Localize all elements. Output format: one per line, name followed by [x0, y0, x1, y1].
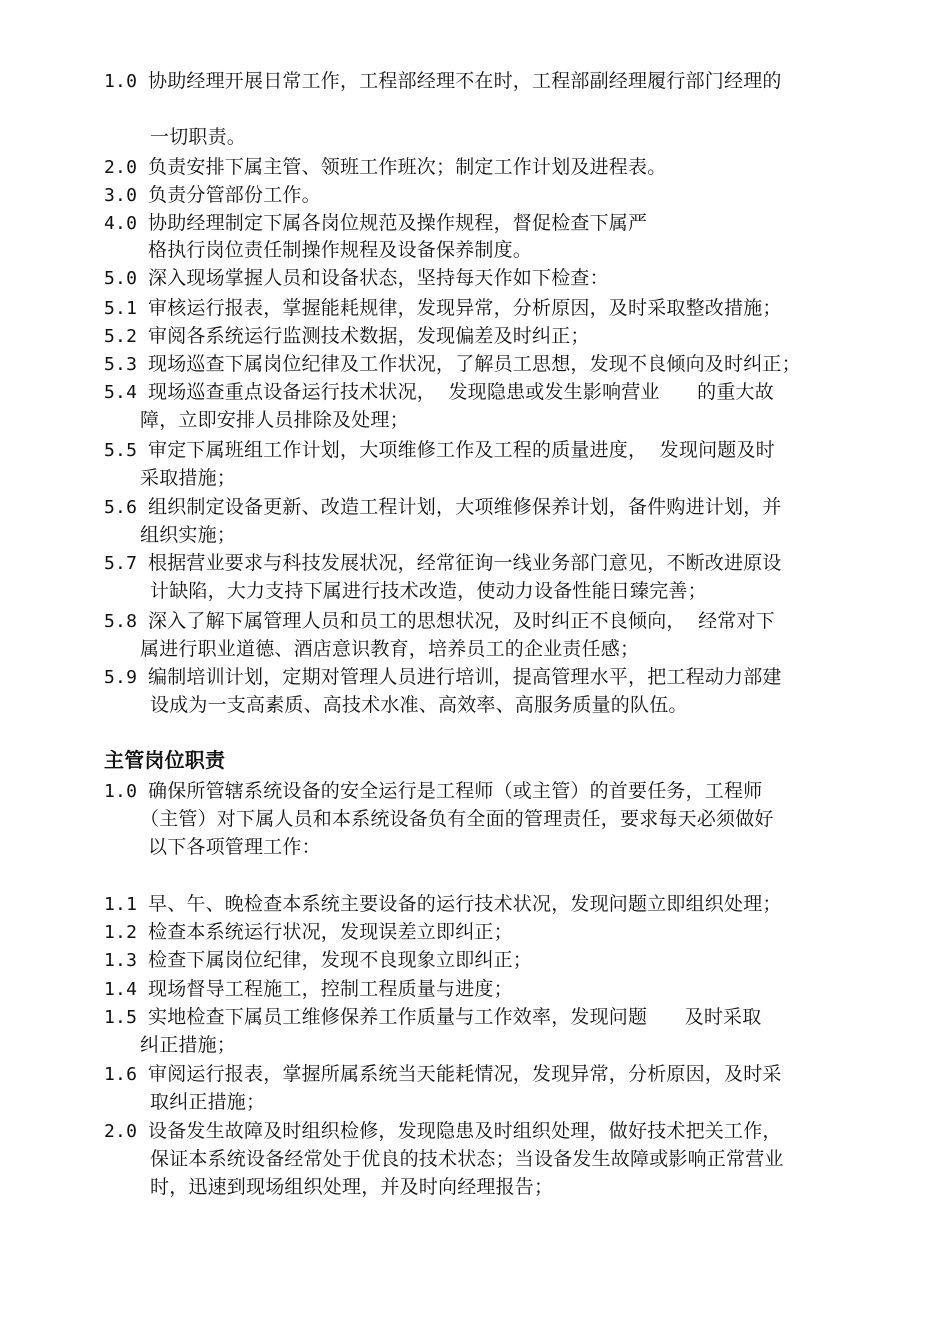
- item-number: 5.7: [104, 553, 138, 574]
- item-text: 检查下属岗位纪律，发现不良现象立即纠正；: [148, 949, 533, 971]
- item-5-8-line-2: 属进行职业道德、酒店意识教育，培养员工的企业责任感；: [140, 638, 640, 660]
- item-text: 组织制定设备更新、改造工程计划，大项维修保养计划，备件购进计划，并: [148, 496, 782, 518]
- item-number: 1.5: [104, 1007, 138, 1028]
- item-5-0: [104, 265, 609, 292]
- item-5-5-line-2: 采取措施；: [140, 467, 237, 489]
- item-5-1: [104, 295, 782, 322]
- item-number: 1.1: [104, 894, 138, 915]
- item-1-0-line-2: 一切职责。: [150, 126, 247, 148]
- item-5-6-line-1: [104, 494, 782, 521]
- item-5-9-line-1: [104, 664, 782, 691]
- s2-item-1-5-line-2: 纠正措施；: [140, 1034, 237, 1056]
- item-number: 5.6: [104, 497, 138, 518]
- item-5-4-line-2: 障，立即安排人员排除及处理；: [140, 409, 409, 431]
- item-number: 5.0: [104, 268, 138, 289]
- item-text: 现场巡查重点设备运行技术状况， 发现隐患或发生影响营业 的重大故: [148, 381, 774, 403]
- item-text: 深入现场掌握人员和设备状态，坚持每天作如下检查：: [148, 267, 609, 289]
- item-text: 实地检查下属员工维修保养工作质量与工作效率，发现问题 及时采取: [148, 1006, 762, 1028]
- item-5-5-line-1: [104, 437, 775, 464]
- s2-item-2-0-line-3: 时，迅速到现场组织处理，并及时向经理报告；: [150, 1176, 554, 1198]
- s2-item-1-3: [104, 947, 532, 974]
- item-text: 编制培训计划，定期对管理人员进行培训，提高管理水平，把工程动力部建: [148, 666, 782, 688]
- item-5-7-line-2: 计缺陷，大力支持下属进行技术改造，使动力设备性能日臻完善；: [150, 580, 707, 602]
- item-number: 1.2: [104, 922, 138, 943]
- item-text: 现场巡查下属岗位纪律及工作状况，了解员工思想，发现不良倾向及时纠正；: [148, 353, 801, 375]
- item-5-4-line-1: [104, 379, 774, 406]
- section-heading: 主管岗位职责: [104, 748, 226, 772]
- s2-item-1-0-line-1: [104, 778, 762, 805]
- s2-item-1-1: [104, 891, 782, 918]
- item-text: 确保所管辖系统设备的安全运行是工程师（或主管）的首要任务，工程师: [148, 780, 763, 802]
- item-text: 审阅运行报表，掌握所属系统当天能耗情况，发现异常，分析原因，及时采: [148, 1063, 782, 1085]
- item-number: 1.3: [104, 950, 138, 971]
- item-5-9-line-2: 设成为一支高素质、高技术水准、高效率、高服务质量的队伍。: [150, 694, 688, 716]
- item-number: 5.5: [104, 440, 138, 461]
- item-number: 5.2: [104, 326, 138, 347]
- item-text: 审阅各系统运行监测技术数据，发现偏差及时纠正；: [148, 325, 590, 347]
- item-text: 深入了解下属管理人员和员工的思想状况，及时纠正不良倾向， 经常对下: [148, 610, 775, 632]
- item-4-0-line-2: 格执行岗位责任制操作规程及设备保养制度。: [148, 239, 533, 261]
- item-number: 5.9: [104, 667, 138, 688]
- item-number: 1.0: [104, 71, 138, 92]
- s2-item-2-0-line-1: [104, 1118, 782, 1145]
- item-number: 1.0: [104, 781, 138, 802]
- item-number: 5.3: [104, 354, 138, 375]
- item-number: 2.0: [104, 1121, 138, 1142]
- item-text: 早、午、晚检查本系统主要设备的运行技术状况，发现问题立即组织处理；: [148, 893, 782, 915]
- s2-item-1-2: [104, 919, 513, 946]
- item-text: 检查本系统运行状况，发现误差立即纠正；: [148, 921, 513, 943]
- s2-item-1-0-line-2: （主管）对下属人员和本系统设备负有全面的管理责任，要求每天必须做好: [140, 808, 774, 830]
- item-text: 协助经理制定下属各岗位规范及操作规程，督促检查下属严: [148, 212, 648, 234]
- item-text: 根据营业要求与科技发展状况，经常征询一线业务部门意见，不断改进原设: [148, 552, 782, 574]
- item-number: 5.8: [104, 611, 138, 632]
- item-text: 审核运行报表，掌握能耗规律，发现异常，分析原因，及时采取整改措施；: [148, 297, 782, 319]
- item-4-0-line-1: [104, 210, 647, 237]
- item-text: 审定下属班组工作计划，大项维修工作及工程的质量进度， 发现问题及时: [148, 439, 775, 461]
- item-number: 4.0: [104, 213, 138, 234]
- item-1-0-line-1: [104, 68, 782, 95]
- item-number: 3.0: [104, 185, 138, 206]
- s2-item-1-0-line-3: 以下各项管理工作：: [148, 836, 321, 858]
- item-5-7-line-1: [104, 550, 782, 577]
- item-number: 2.0: [104, 157, 138, 178]
- item-text: 负责安排下属主管、领班工作班次；制定工作计划及进程表。: [148, 156, 667, 178]
- item-2-0: [104, 154, 666, 181]
- item-text: 负责分管部份工作。: [148, 184, 321, 206]
- item-number: 5.4: [104, 382, 138, 403]
- item-text: 设备发生故障及时组织检修，发现隐患及时组织处理，做好技术把关工作，: [148, 1120, 782, 1142]
- item-5-2: [104, 323, 590, 350]
- item-number: 5.1: [104, 298, 138, 319]
- s2-item-1-6-line-1: [104, 1061, 782, 1088]
- item-3-0: [104, 182, 321, 209]
- item-text: 协助经理开展日常工作，工程部经理不在时，工程部副经理履行部门经理的: [148, 70, 782, 92]
- s2-item-1-5-line-1: [104, 1004, 761, 1031]
- item-text: 现场督导工程施工，控制工程质量与进度；: [148, 978, 513, 1000]
- s2-item-2-0-line-2: 保证本系统设备经常处于优良的技术状态；当设备发生故障或影响正常营业: [150, 1148, 784, 1170]
- item-5-6-line-2: 组织实施；: [140, 524, 237, 546]
- item-number: 1.4: [104, 979, 138, 1000]
- item-5-3: [104, 351, 801, 378]
- s2-item-1-4: [104, 976, 513, 1003]
- item-number: 1.6: [104, 1064, 138, 1085]
- s2-item-1-6-line-2: 取纠正措施；: [150, 1091, 266, 1113]
- item-5-8-line-1: [104, 608, 775, 635]
